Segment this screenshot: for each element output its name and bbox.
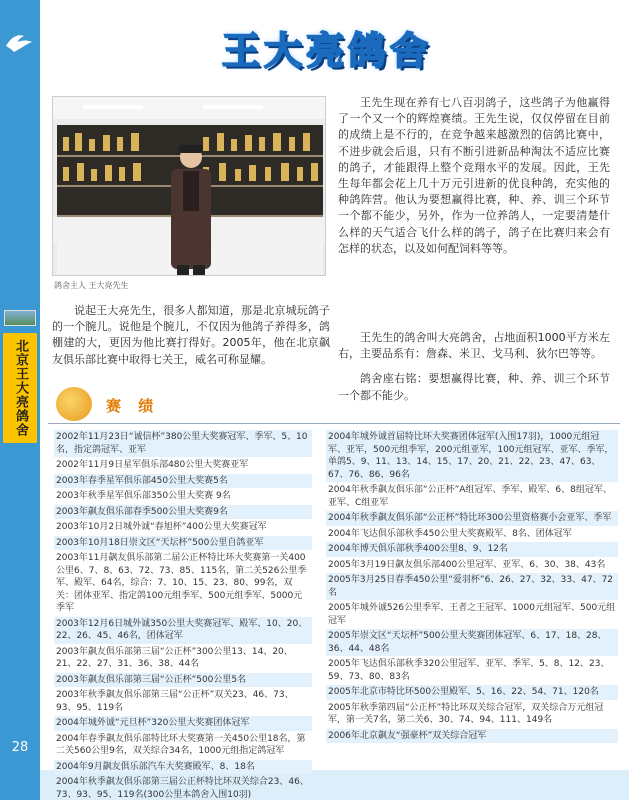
result-entry: 2004年飞达俱乐部秋季450公里大奖赛殿军、8名、团体冠军 [328, 528, 572, 539]
results-right-list [326, 430, 618, 744]
result-entry: 2002年11月23日“诚信杯”380公里大奖赛冠军、季军、5、10名，指定鸽冠军、亚军 [54, 430, 312, 457]
results-header [56, 387, 256, 421]
result-entry: 2005年3月19日飙友俱乐部400公里冠军、亚军、6、30、38、43名 [328, 559, 606, 570]
right-column-lower [338, 330, 610, 413]
ribbon-icon [56, 387, 92, 421]
result-entry: 2004年9月飙友俱乐部汽车大奖赛殿军、8、18名 [54, 760, 312, 775]
divider [48, 423, 620, 424]
result-entry: 2005年秋季第四届“公正杯”特比环双关综合冠军，双关综合万元组冠军，第一关7名，第二关6、30、74、94、111、149名 [328, 702, 604, 725]
side-title: 北京王大亮鸽舍 [3, 333, 37, 443]
result-entry: 2003年12月6日城外诚350公里大奖赛冠军、殿军、10、20、22、26、45、46名，团体冠军 [54, 617, 312, 644]
result-entry: 2002年11月9日星军俱乐部480公里大奖赛亚军 [56, 460, 249, 470]
owner-photo [52, 96, 326, 276]
result-entry: 2004年春季飙友俱乐部特比环大奖赛第一关450公里18名，第二关560公里9名，双关综合34名，1000元组指定鸽冠军 [56, 733, 306, 756]
left-column [52, 303, 330, 377]
page-number: 28 [11, 740, 29, 755]
page-title: 王大亮鸽舍 [221, 29, 432, 73]
intro-paragraph: 鸽舍座右铭：要想赢得比赛，种、养、训三个环节一个都不能少。 [338, 372, 610, 402]
result-entry: 2003年春季星军俱乐部450公里大奖赛5名 [54, 474, 312, 489]
result-entry: 2004年秋季飙友俱乐部“公正杯”特比环300公里资格赛小会亚军、季军 [326, 511, 618, 526]
trophy-room-illustration [53, 97, 326, 276]
result-entry: 2003年11月飙友俱乐部第二届公正杯特比环大奖赛第一关400公里6、7、8、63、72、73、85、115名，第二关526公里季军、殿军、64名，综合：7、10、15、23、80、99名，双关：团体亚军、指定鸽100元组季军、500元组季军、5000元季军 [56, 553, 307, 613]
result-entry: 2003年飙友俱乐部第三届“公正杯”300公里13、14、20、21、22、27、31、36、38、44名 [56, 646, 293, 669]
dove-icon [4, 30, 34, 56]
result-entry: 2003年10月18日崇文区“天坛杯”500公里自鸽亚军 [54, 536, 312, 551]
result-entry: 2004年城外诚首届特比环大奖赛团体冠军(入围17羽)，1000元组冠军、亚军，500元组季军，200元组亚军，100元组冠军、亚军、季军，单鸽5、9、11、13、14、15、17、20、21、22、23、47、63、67、76、86、96名 [326, 430, 618, 482]
result-entry: 2004年秋季飙友俱乐部第三届公正杯特比环双关综合23、46、73、93、95、119名(300公里本鸽舍入围10羽) [56, 777, 309, 800]
result-entry: 2005年飞达俱乐部秋季320公里冠军、亚军、季军、5、8、12、23、59、73、80、83名 [328, 659, 610, 682]
side-thumbnail [4, 310, 36, 326]
result-entry: 2003年飙友俱乐部春季500公里大奖赛9名 [54, 505, 312, 520]
left-paragraph: 说起王大亮先生，很多人都知道，那是北京城玩鸽子的一个腕儿。说他是个腕儿，不仅因为他鸽子养得多，鸽棚建的大，更因为他比赛打得好。2005年，他在北京飙友俱乐部比赛中取得七关王，威名可称显耀。 [52, 304, 330, 366]
result-entry: 2003年秋季星军俱乐部350公里大奖赛 9名 [56, 491, 231, 501]
result-entry: 2004年城外诚“元旦杯”320公里大奖赛团体冠军 [54, 716, 312, 731]
result-entry: 2005年城外诚526公里季军、王者之王冠军、1000元组冠军、500元组冠军 [328, 603, 616, 626]
result-entry: 2003年秋季飙友俱乐部第三届“公正杯”双关23、46、73、93、95、119名 [56, 690, 294, 713]
result-entry: 2003年飙友俱乐部第三届“公正杯”500公里5名 [54, 673, 312, 688]
intro-paragraph: 王先生现在养有七八百羽鸽子，这些鸽子为他赢得了一个又一个的辉煌赛绩。王先生说，仅仅停留在目前的成绩上是不行的，在竞争越来越激烈的信鸽比赛中，不进步就会后退，只有不断引进新品种淘汰不适应比赛的鸽子，才能跟得上整个竞翔水平的发展。因此，王先生每年都会花上几十万元引进新的优良种鸽，充实他的种鸽阵营。他认为要想赢得比赛，种、养、训三个环节一个都不能少，另外，作为一位养鸽人，一定要清楚什么样的天气适合飞什么样的鸽子，鸽子在比赛归来会有怎样的状态，以及如何配饲料等等。 [338, 96, 610, 255]
results-left-list [54, 430, 312, 803]
results-title: 赛 绩 [106, 397, 160, 415]
result-entry: 2003年10月2日城外诚“春旭杯”400公里大奖赛冠军 [56, 522, 267, 532]
intro-column [338, 95, 610, 266]
result-entry: 2005年3月25日春季450公里“爱羽杯”6、26、27、32、33、47、72名 [326, 573, 618, 600]
photo-caption: 鸽舍主人 王大亮先生 [54, 281, 129, 290]
sidebar-band [0, 0, 40, 800]
result-entry: 2004年秋季飙友俱乐部“公正杯”A组冠军、季军、殿军、6、8组冠军、亚军、C组亚军 [328, 485, 612, 508]
result-entry: 2004年博天俱乐部秋季400公里8、9、12名 [326, 542, 618, 557]
result-entry: 2005年北京市特比环500公里殿军、5、16、22、54、71、120名 [326, 685, 618, 700]
result-entry: 2005年崇文区“天坛杯”500公里大奖赛团体冠军、6、17、18、28、36、44、48名 [326, 629, 618, 656]
intro-paragraph: 王先生的鸽舍叫大亮鸽舍，占地面积1000平方米左右，主要品系有：詹森、米卫、戈马利、狄尔巴等等。 [338, 331, 610, 361]
result-entry: 2006年北京飙友“强豪杯”双关综合冠军 [326, 729, 618, 744]
